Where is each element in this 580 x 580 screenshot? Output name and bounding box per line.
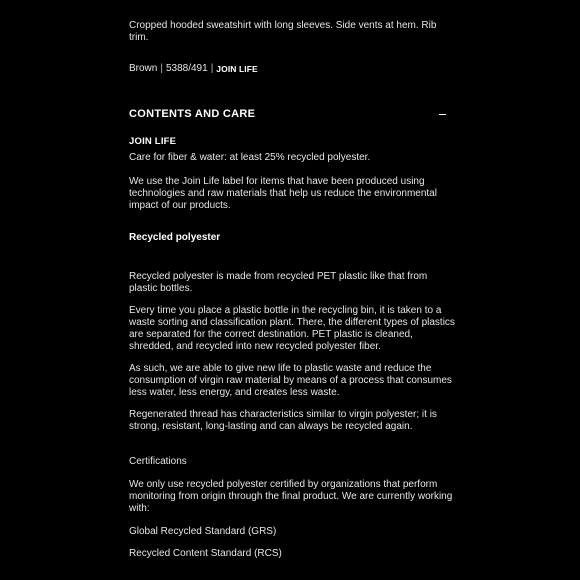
join-life-title: JOIN LIFE	[129, 136, 177, 147]
care-line: Care for fiber & water: at least 25% recycled polyester.	[129, 152, 371, 163]
join-life-description: We use the Join Life label for items that have been produced using technologies and raw materials that help us reduce the environmental impact of our products.	[129, 176, 437, 211]
recycled-paragraph: Every time you place a plastic bottle in the recycling bin, it is taken to a waste sorting and classification plant. There, the different types of plastics are separated for the correct destination. PET plastic is cleaned, shredded, and recycled into new recycled polyester fiber.	[129, 305, 455, 352]
join-life-badge[interactable]: JOIN LIFE	[216, 64, 258, 74]
meta-separator: |	[210, 63, 214, 74]
product-reference: 5388/491	[165, 63, 208, 74]
certifications-description: We only use recycled polyester certified by organizations that perform monitoring from origin through the final product. We are currently working with:	[129, 479, 453, 514]
certification-standard: Global Recycled Standard (GRS)	[129, 526, 277, 537]
recycled-paragraph: Recycled polyester is made from recycled PET plastic like that from plastic bottles.	[129, 271, 428, 294]
section-title: CONTENTS AND CARE	[129, 108, 256, 120]
product-description: Cropped hooded sweatshirt with long sleeves. Side vents at hem. Rib trim.	[129, 20, 437, 43]
recycled-polyester-title: Recycled polyester	[129, 232, 221, 243]
recycled-paragraph: Regenerated thread has characteristics similar to virgin polyester; it is strong, resistant, long-lasting and can always be recycled again.	[129, 409, 437, 432]
product-color: Brown	[129, 63, 158, 74]
certification-standard: Recycled Content Standard (RCS)	[129, 548, 282, 559]
minus-icon[interactable]	[434, 108, 450, 120]
certifications-title: Certifications	[129, 456, 187, 467]
product-meta	[129, 63, 455, 75]
meta-separator: |	[160, 63, 163, 74]
recycled-paragraph: As such, we are able to give new life to plastic waste and reduce the consumption of virgin raw material by means of a process that consumes less water, less energy, and creates less waste.	[129, 363, 452, 398]
contents-care-toggle[interactable]	[129, 108, 455, 120]
product-details-panel	[129, 20, 455, 560]
